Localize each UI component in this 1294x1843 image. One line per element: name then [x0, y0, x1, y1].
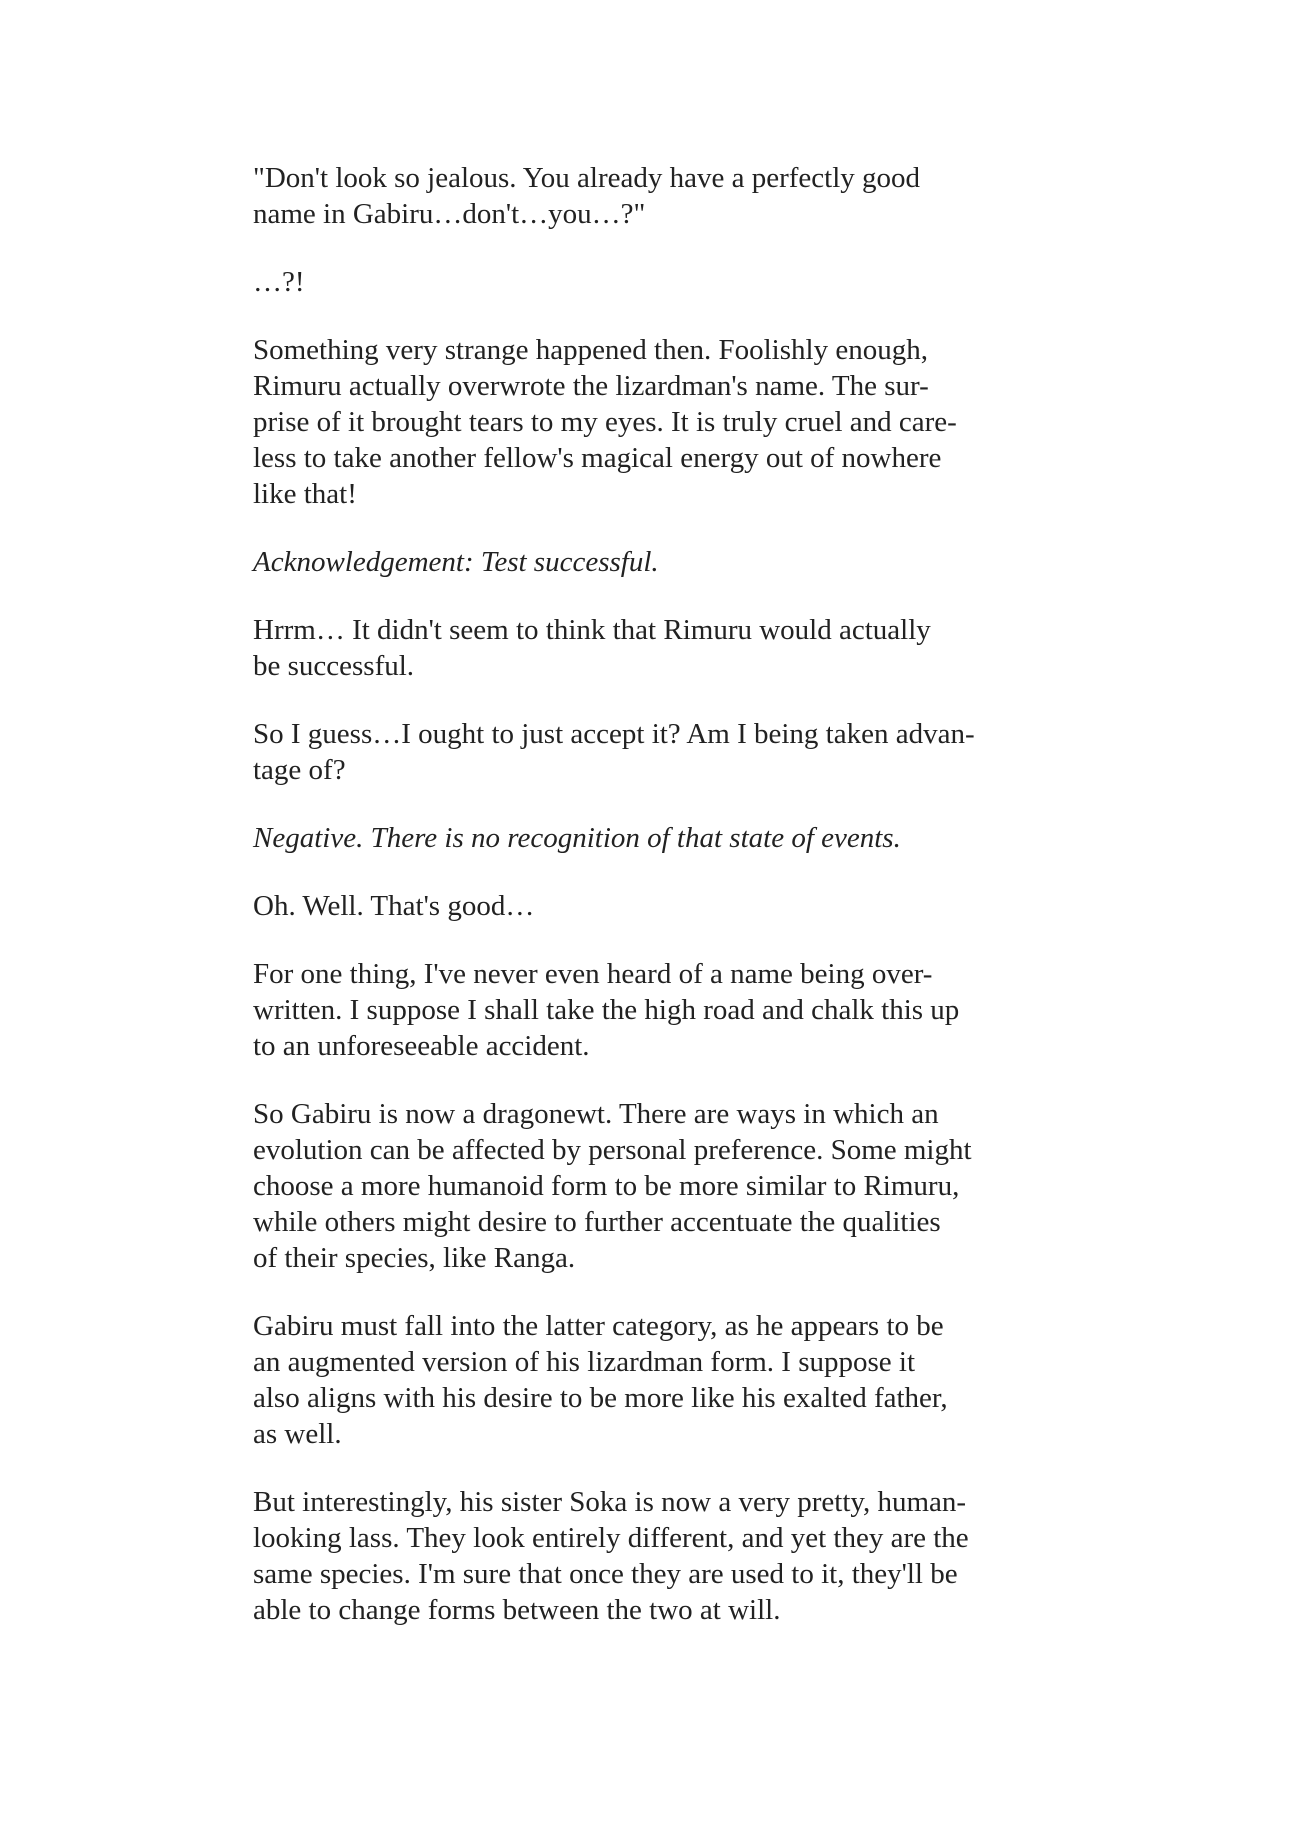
paragraph — [253, 160, 1053, 232]
paragraph — [253, 956, 1053, 1064]
text-line: looking lass. They look entirely different, and yet they are the — [253, 1522, 969, 1554]
text-line: Hrrm… It didn't seem to think that Rimuru would actually — [253, 614, 931, 646]
paragraph — [253, 264, 1053, 300]
text-line: For one thing, I've never even heard of a name being over- — [253, 958, 933, 990]
page-text-block — [253, 160, 1053, 1660]
text-line: So Gabiru is now a dragonewt. There are ways in which an — [253, 1098, 939, 1130]
text-line: as well. — [253, 1418, 342, 1450]
system-message-paragraph — [253, 544, 1053, 580]
text-line: like that! — [253, 478, 357, 510]
text-line: choose a more humanoid form to be more similar to Rimuru, — [253, 1170, 960, 1202]
text-line: while others might desire to further accentuate the qualities — [253, 1206, 941, 1238]
text-line: tage of? — [253, 754, 346, 786]
text-line: prise of it brought tears to my eyes. It is truly cruel and care- — [253, 406, 957, 438]
text-line: But interestingly, his sister Soka is now a very pretty, human- — [253, 1486, 967, 1518]
text-line: an augmented version of his lizardman form. I suppose it — [253, 1346, 916, 1378]
paragraph — [253, 1308, 1053, 1452]
text-line: So I guess…I ought to just accept it? Am I being taken advan- — [253, 718, 975, 750]
text-line: Rimuru actually overwrote the lizardman's name. The sur- — [253, 370, 929, 402]
text-line: of their species, like Ranga. — [253, 1242, 576, 1274]
text-line: Oh. Well. That's good… — [253, 890, 535, 922]
paragraph — [253, 612, 1053, 684]
text-line: written. I suppose I shall take the high road and chalk this up — [253, 994, 960, 1026]
text-line: Gabiru must fall into the latter category, as he appears to be — [253, 1310, 944, 1342]
text-line: able to change forms between the two at will. — [253, 1594, 781, 1626]
paragraph — [253, 1096, 1053, 1276]
text-line: to an unforeseeable accident. — [253, 1030, 590, 1062]
paragraph — [253, 888, 1053, 924]
text-line: evolution can be affected by personal preference. Some might — [253, 1134, 972, 1166]
text-line: Negative. There is no recognition of that state of events. — [253, 822, 901, 854]
text-line: less to take another fellow's magical energy out of nowhere — [253, 442, 942, 474]
text-line: …?! — [253, 266, 305, 298]
paragraph — [253, 1484, 1053, 1628]
text-line: Something very strange happened then. Foolishly enough, — [253, 334, 928, 366]
text-line: same species. I'm sure that once they are used to it, they'll be — [253, 1558, 958, 1590]
text-line: be successful. — [253, 650, 415, 682]
paragraph — [253, 332, 1053, 512]
text-line: Acknowledgement: Test successful. — [253, 546, 659, 578]
text-line: "Don't look so jealous. You already have a perfectly good — [253, 162, 920, 194]
system-message-paragraph — [253, 820, 1053, 856]
text-line: name in Gabiru…don't…you…?" — [253, 198, 646, 230]
text-line: also aligns with his desire to be more like his exalted father, — [253, 1382, 948, 1414]
paragraph — [253, 716, 1053, 788]
